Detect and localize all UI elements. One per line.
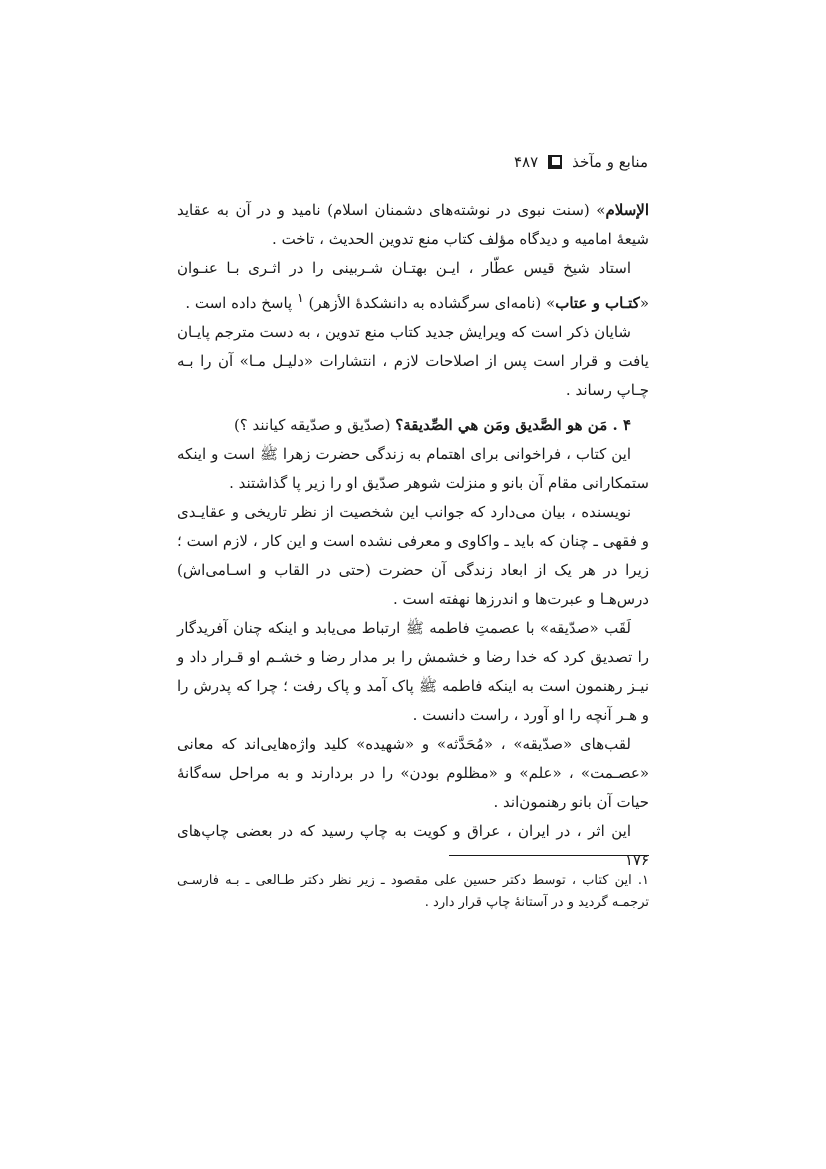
heading-text: (صدّیق و صدّیقه کیانند ؟) [233, 416, 396, 434]
body-text [177, 196, 649, 875]
paragraph-text: » (نامه‌ای سرگشاده به دانشکدهٔ الأزهر) [303, 294, 556, 312]
paragraph-text: این اثر ، در ایران ، عراق و کویت به چاپ رسید که در بعضی چاپ‌های ۱۷۶ [177, 822, 649, 869]
bold-term: کتـاب و عتاب [555, 294, 640, 312]
paragraph [177, 196, 649, 254]
section-heading [177, 411, 649, 440]
paragraph-text: لَقَب «صدّیقه» با عصمتِ فاطمه ﷺ ارتباط می‌یابد و اینکه چنان آفریدگار را تصدیق کرد که خدا رضا و خشمش را بر مدار رضا و خشـم او قـرار داد و نیـز رهنمون است به اینکه فاطمه ﷺ پاک آمد و پاک رفت ؛ چرا که پدرش را و هـر آنچه را او آورد ، راست دانست . [177, 619, 649, 724]
paragraph [177, 614, 649, 730]
paragraph-text: لقب‌های «صدّیقه» ، «مُحَدَّثه» و «شهیده» کلید واژه‌هایی‌اند که معانی «عصـمت» ، «علم» و «مظلوم بودن» را در بردارند و به مراحل سه‌گانهٔ حیات آن بانو رهنمون‌اند . [177, 735, 649, 811]
footnote-text: ۱. این کتاب ، توسط دکتر حسین علی مقصود ـ زیر نظر دکتر طـالعی ـ بـه فارسـی ترجمـه گردید و در آستانهٔ چاپ قرار دارد . [177, 873, 649, 910]
running-header [178, 148, 648, 176]
paragraph-text: نویسنده ، بیان می‌دارد که جوانب این شخصیت از نظر تاریخی و عقایـدی و فقهی ـ چنان که باید ـ واکاوی و معرفی نشده است و این کار ، لازم است ؛ زیرا در هر یک از ابعاد زندگی آن حضرت (حتی در القاب و اسـامی‌اش) درس‌هـا و عبرت‌ها و اندرزها نهفته است . [177, 503, 649, 608]
paragraph [177, 817, 649, 875]
paragraph [177, 254, 649, 318]
running-title: منابع و مآخذ [572, 153, 648, 171]
paragraph [177, 318, 649, 405]
footnote-divider [449, 855, 649, 856]
paragraph-text: پاسخ داده است . [185, 294, 297, 312]
square-bullet-icon [548, 155, 562, 169]
footnote [177, 870, 649, 914]
page-number: ۴۸۷ [514, 153, 539, 171]
paragraph-text: این کتاب ، فراخوانی برای اهتمام به زندگی حضرت زهرا ﷺ است و اینکه ستمکارانی مقام آن بانو و منزلت شوهر صدّیق او را زیر پا گذاشتند . [177, 445, 649, 492]
paragraph-text: استاد شیخ قیس عطّار ، ایـن بهتـان شـربینی را در اثـری بـا عنـوان « [177, 259, 649, 312]
footnote-reference: ۱ [297, 290, 304, 305]
paragraph-text: شایان ذکر است که ویرایش جدید کتاب منع تدوین ، به دست مترجم پایـان یافت و قرار است پس از اصلاحات لازم ، انتشارات «دلیـل مـا» آن را بـه چـاپ رساند . [177, 323, 649, 399]
paragraph [177, 498, 649, 614]
heading-bold: ۴ . مَن هو الصَّدیق ومَن هي الصِّدیقة؟ [395, 416, 631, 434]
paragraph [177, 440, 649, 498]
paragraph-text: » (سنت نبوی در نوشته‌های دشمنان اسلام) نامید و در آن به عقاید شیعهٔ امامیه و دیدگاه مؤلف کتاب منع تدوین الحدیث ، تاخت . [177, 201, 649, 248]
paragraph [177, 730, 649, 817]
bold-term: الإسلام [605, 201, 649, 219]
